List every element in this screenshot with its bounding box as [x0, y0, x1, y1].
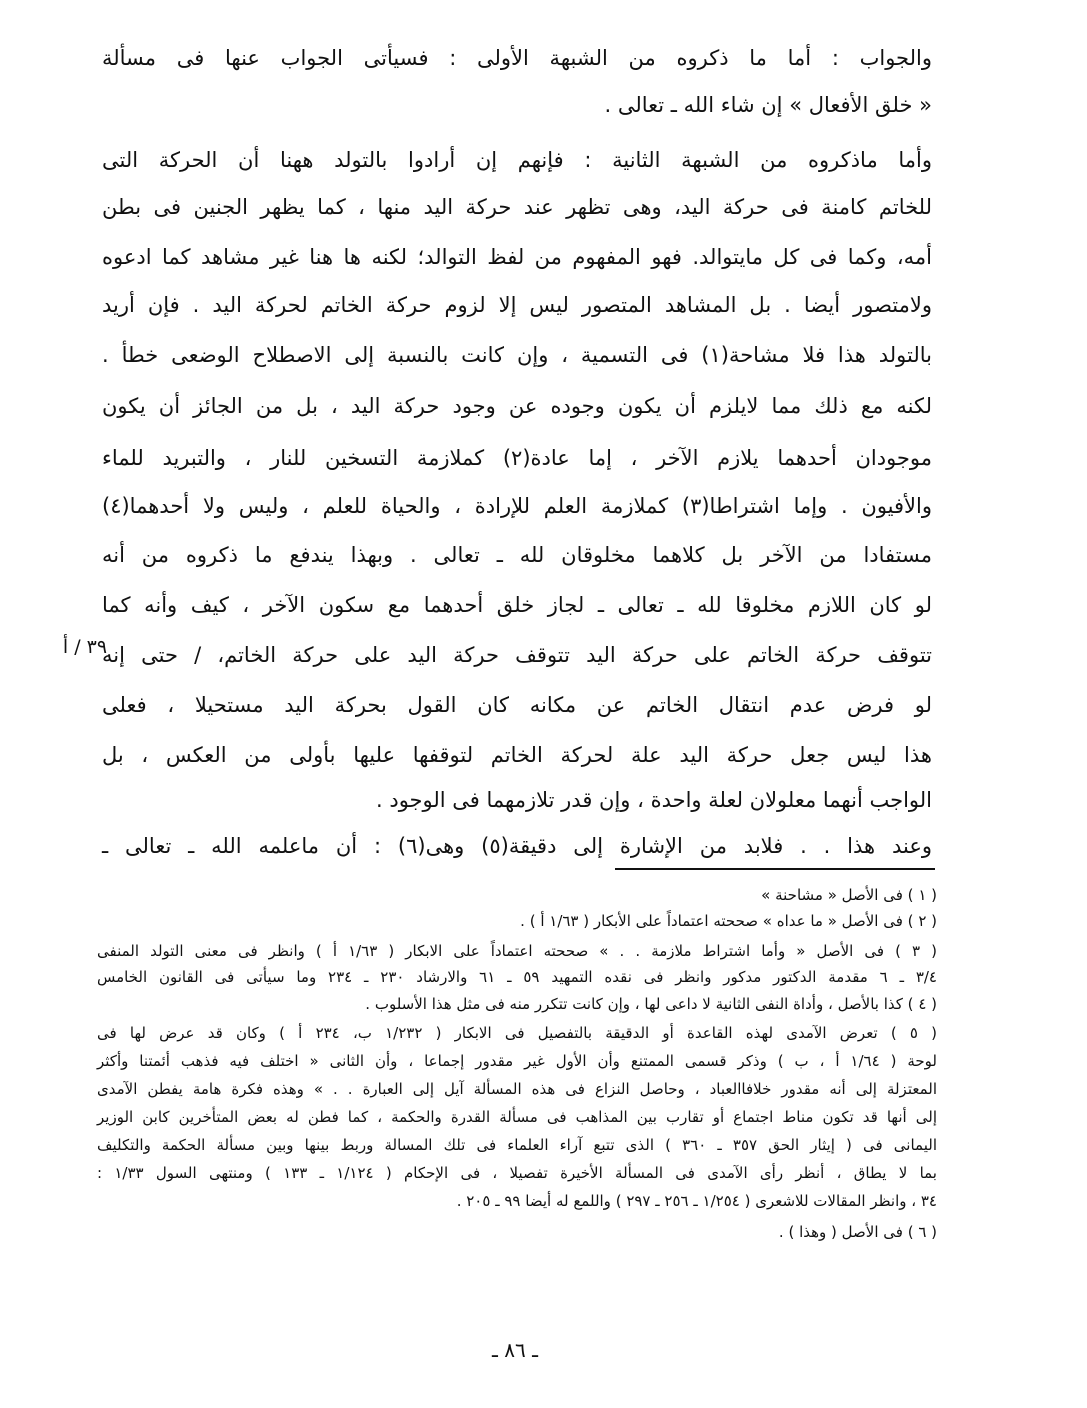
body-line-2: « خلق الأفعال » إن شاء الله ـ تعالى .: [604, 93, 932, 117]
body-line-9: موجودان أحدهما يلازم الآخر ، إما عادة(٢) كملازمة التسخين للنار ، والتبريد للماء: [102, 446, 932, 470]
footnote-6: ( ٦ ) فى الأصل ( وهذا ) .: [778, 1223, 937, 1241]
footnote-5-line-5: اليمانى فى ( إيثار الحق ٣٥٧ ـ ٣٦٠ ) الذى تتبع آراء العلماء فى تلك المسالة وربط بينها وبين مسألة الحكمة والتكليف: [97, 1136, 937, 1154]
body-line-7: بالتولد هذا فلا مشاحة(١) فى التسمية ، وإن كانت بالنسبة إلى الاصطلاح الوضعى خطأ .: [102, 343, 932, 367]
manuscript-folio-marker: ٣٩ / أ: [62, 636, 108, 658]
footnote-separator: [615, 868, 935, 870]
footnote-3: ( ٣ ) فى الأصل « وأما اشتراط ملازمة . . » صححته اعتماداً على الابكار ( ١/٦٣ أ ) وانظر فى معنى التولد المنفى: [97, 942, 938, 960]
footnote-5-line-7: ٣٤ ، وانظر المقالات للاشعرى ( ١/٢٥٤ ـ ٢٥٦ ـ ٢٩٧ ) واللمع له أيضا ٩٩ ـ ٢٠٥ .: [456, 1192, 937, 1210]
body-line-15: هذا ليس جعل حركة اليد علة لحركة الخاتم لتوقفها عليها بأولى من العكس ، بل: [102, 743, 932, 767]
body-line-14: لو فرض عدم انتقال الخاتم عن مكانه كان القول بحركة اليد مستحيلا ، فعلى: [102, 693, 932, 717]
body-line-6: ولامتصور أيضا . بل المشاهد المتصور ليس إلا لزوم حركة الخاتم لحركة اليد . فإن أريد: [102, 293, 932, 317]
body-line-3: وأما ماذكروه من الشبهة الثانية : فإنهم إن أرادوا بالتولد ههنا أن الحركة التى: [102, 148, 932, 172]
footnote-5-line-3: المعتزلة إلى أنه مقدور خلافاالعباد ، وحاصل النزاع فى هذه المسألة آيل إلى العبارة . . » وهذه فكرة هامة يفطن الآمدى: [97, 1080, 937, 1098]
footnote-4: ( ٤ ) كذا بالأصل ، وأداة النفى الثانية لا داعى لها ، وإن كانت تتكرر منه فى مثل هذا الأسلوب .: [365, 995, 937, 1013]
footnote-3-continued: ٣/٤ ـ ٦ مقدمة الدكتور مدكور وانظر فى نقده التمهيد ٥٩ ـ ٦١ والارشاد ٢٣٠ ـ ٢٣٤ وما سيأتى فى القانون الخامس: [97, 968, 937, 986]
body-line-1: والجواب : أما ما ذكروه من الشبهة الأولى : فسيأتى الجواب عنها فى مسألة: [102, 46, 932, 70]
body-line-8: لكنه مع ذلك مما لايلزم أن يكون وجوده عن وجود حركة اليد ، بل من الجائز أن يكون: [102, 394, 932, 418]
body-line-17: وعند هذا . . فلابد من الإشارة إلى دقيقة(٥) وهى(٦) : أن ماعلمه الله ـ تعالى ـ: [102, 834, 932, 858]
footnote-5: ( ٥ ) تعرض الآمدى لهذه القاعدة أو الدقيقة بالتفصيل فى الابكار ( ١/٢٣٢ ب، ٢٣٤ أ ) وكان قد عرض لها فى: [97, 1024, 938, 1042]
footnote-1: ( ١ ) فى الأصل « مشاحنة »: [761, 886, 937, 904]
body-line-10: والأفيون . وإما اشتراطا(٣) كملازمة العلم للإرادة ، والحياة للعلم ، وليس ولا أحدهما(٤): [102, 494, 932, 518]
footnote-5-line-2: لوحة ( ١/٦٤ أ ، ب ) وذكر قسمى الممتنع وأن الأول غير مقدور إجماعا ، وأن الثانى « اختلف فيه فذهب أئمتنا وأكثر: [97, 1052, 937, 1070]
body-line-12: لو كان اللازم مخلوقا لله ـ تعالى ـ لجاز خلق أحدهما مع سكون الآخر ، كيف وأنه كما: [102, 593, 932, 617]
body-line-11: مستفادا من الآخر بل كلاهما مخلوقان لله ـ تعالى . وبهذا يندفع ما ذكروه من أنه: [102, 543, 932, 567]
body-line-5: أمه، وكما فى كل مايتوالد. فهو المفهوم من لفظ التوالد؛ لكنه ها هنا غير مشاهد كما ادعوه: [102, 245, 932, 269]
footnote-5-line-6: بما لا يطاق ، أنظر رأى الآمدى فى المسألة الأخيرة تفصيلا ، فى الإحكام ( ١/١٢٤ ـ ١٣٣ ) ومنتهى السول ١/٣٣ :: [97, 1164, 937, 1182]
body-line-13: تتوقف حركة الخاتم على حركة اليد تتوقف حركة اليد على حركة الخاتم، / حتى إنه: [102, 643, 932, 667]
body-line-4: للخاتم كامنة فى حركة اليد، وهى تظهر عند حركة اليد منها ، كما يظهر الجنين فى بطن: [102, 195, 932, 219]
page-number: ـ ٨٦ ـ: [492, 1338, 538, 1362]
body-line-16: الواجب أنهما معلولان لعلة واحدة ، وإن قدر تلازمهما فى الوجود .: [376, 788, 932, 812]
footnote-5-line-4: إلى أنها قد تكون مناط اجتماع أو تقارب بين المذاهب فى مسألة القدرة والحكمة ، كما فطن له بعض المتأخرين كابن الوزير: [97, 1108, 937, 1126]
footnote-2: ( ٢ ) فى الأصل « ما عداه » صححته اعتماداً على الأبكار ( ١/٦٣ أ ) .: [520, 912, 937, 930]
